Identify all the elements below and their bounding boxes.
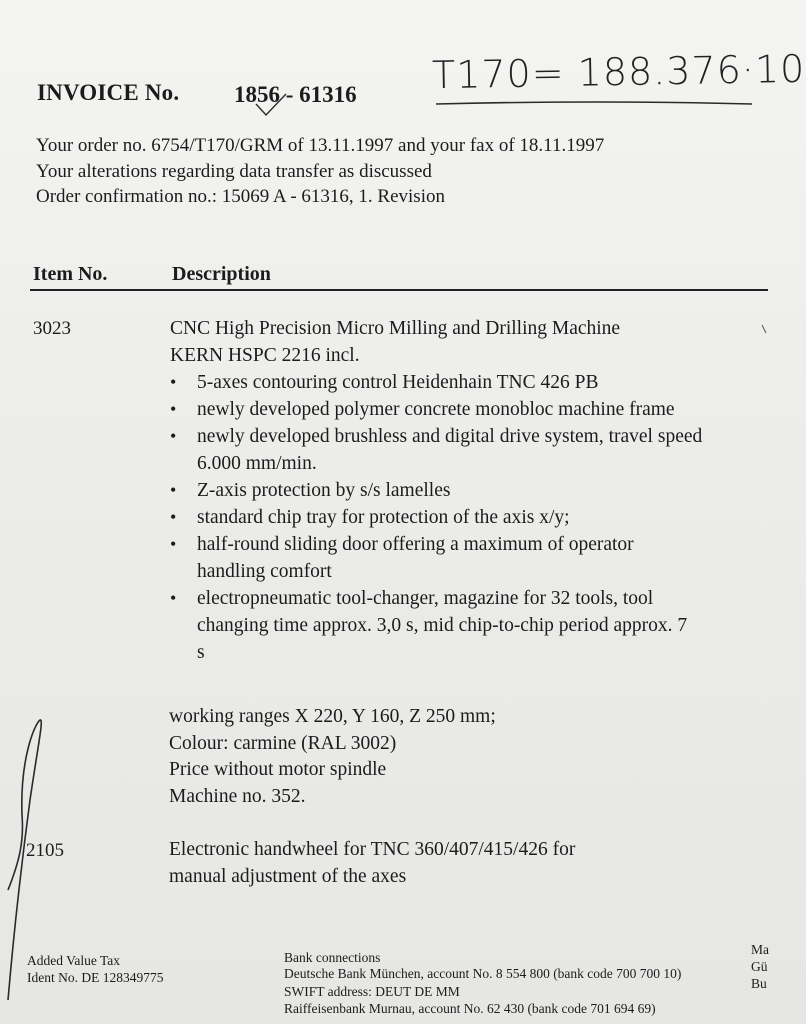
item-title-line-2: KERN HSPC 2216 incl.: [170, 345, 360, 366]
order-reference: Your order no. 6754/T170/GRM of 13.11.1997 and your fax of 18.11.1997: [36, 135, 605, 156]
bank-line: SWIFT address: DEUT DE MM: [284, 984, 460, 999]
header-rule: [30, 289, 768, 291]
underline-stroke: [436, 102, 752, 104]
footer-fragment: Gü: [751, 959, 768, 974]
vat-label: Added Value Tax: [27, 953, 121, 968]
feature-item: • newly developed polymer concrete monobloc machine frame: [170, 396, 717, 423]
item-2105-line-1: Electronic handwheel for TNC 360/407/415/426 for: [169, 839, 576, 860]
feature-item: • half-round sliding door offering a maximum of operator handling comfort: [170, 531, 647, 585]
item-number-2105: 2105: [26, 840, 64, 861]
handwritten-total-note: T170= 188.376·10: [431, 46, 806, 98]
invoice-number: 1856 - 61316: [234, 82, 357, 107]
feature-item: • Z-axis protection by s/s lamelles: [170, 477, 717, 504]
spec-price-note: Price without motor spindle: [169, 759, 387, 780]
bank-line: Raiffeisenbank Murnau, account No. 62 430 (bank code 701 694 69): [284, 1001, 656, 1016]
bank-title: Bank connections: [284, 950, 381, 965]
column-header-description: Description: [172, 263, 271, 285]
item-2105-line-2: manual adjustment of the axes: [169, 866, 407, 887]
spec-colour: Colour: carmine (RAL 3002): [169, 733, 397, 754]
alterations-note: Your alterations regarding data transfer as discussed: [36, 161, 432, 182]
vat-id: Ident No. DE 128349775: [27, 970, 164, 985]
spec-machine-no: Machine no. 352.: [169, 786, 306, 807]
footer-fragment: Ma: [751, 942, 769, 957]
item-title-line-1: CNC High Precision Micro Milling and Drilling Machine: [170, 318, 621, 339]
feature-item: • electropneumatic tool-changer, magazine for 32 tools, tool changing time approx. 3,0 s, mid chip-to-chip period approx. 7 s: [170, 585, 697, 666]
column-header-item-no: Item No.: [33, 263, 108, 285]
feature-item: • standard chip tray for protection of the axis x/y;: [170, 504, 717, 531]
feature-item: • 5-axes contouring control Heidenhain TNC 426 PB: [170, 369, 717, 396]
invoice-label: INVOICE No.: [37, 80, 180, 105]
bank-line: Deutsche Bank München, account No. 8 554 800 (bank code 700 700 10): [284, 966, 682, 981]
margin-tick: [762, 325, 766, 333]
order-confirmation: Order confirmation no.: 15069 A - 61316, 1. Revision: [36, 186, 445, 207]
item-number-3023: 3023: [33, 318, 71, 339]
spec-working-ranges: working ranges X 220, Y 160, Z 250 mm;: [169, 706, 496, 727]
feature-item: • newly developed brushless and digital drive system, travel speed 6.000 mm/min.: [170, 423, 717, 477]
footer-fragment: Bu: [751, 976, 767, 991]
feature-list: [170, 369, 717, 666]
